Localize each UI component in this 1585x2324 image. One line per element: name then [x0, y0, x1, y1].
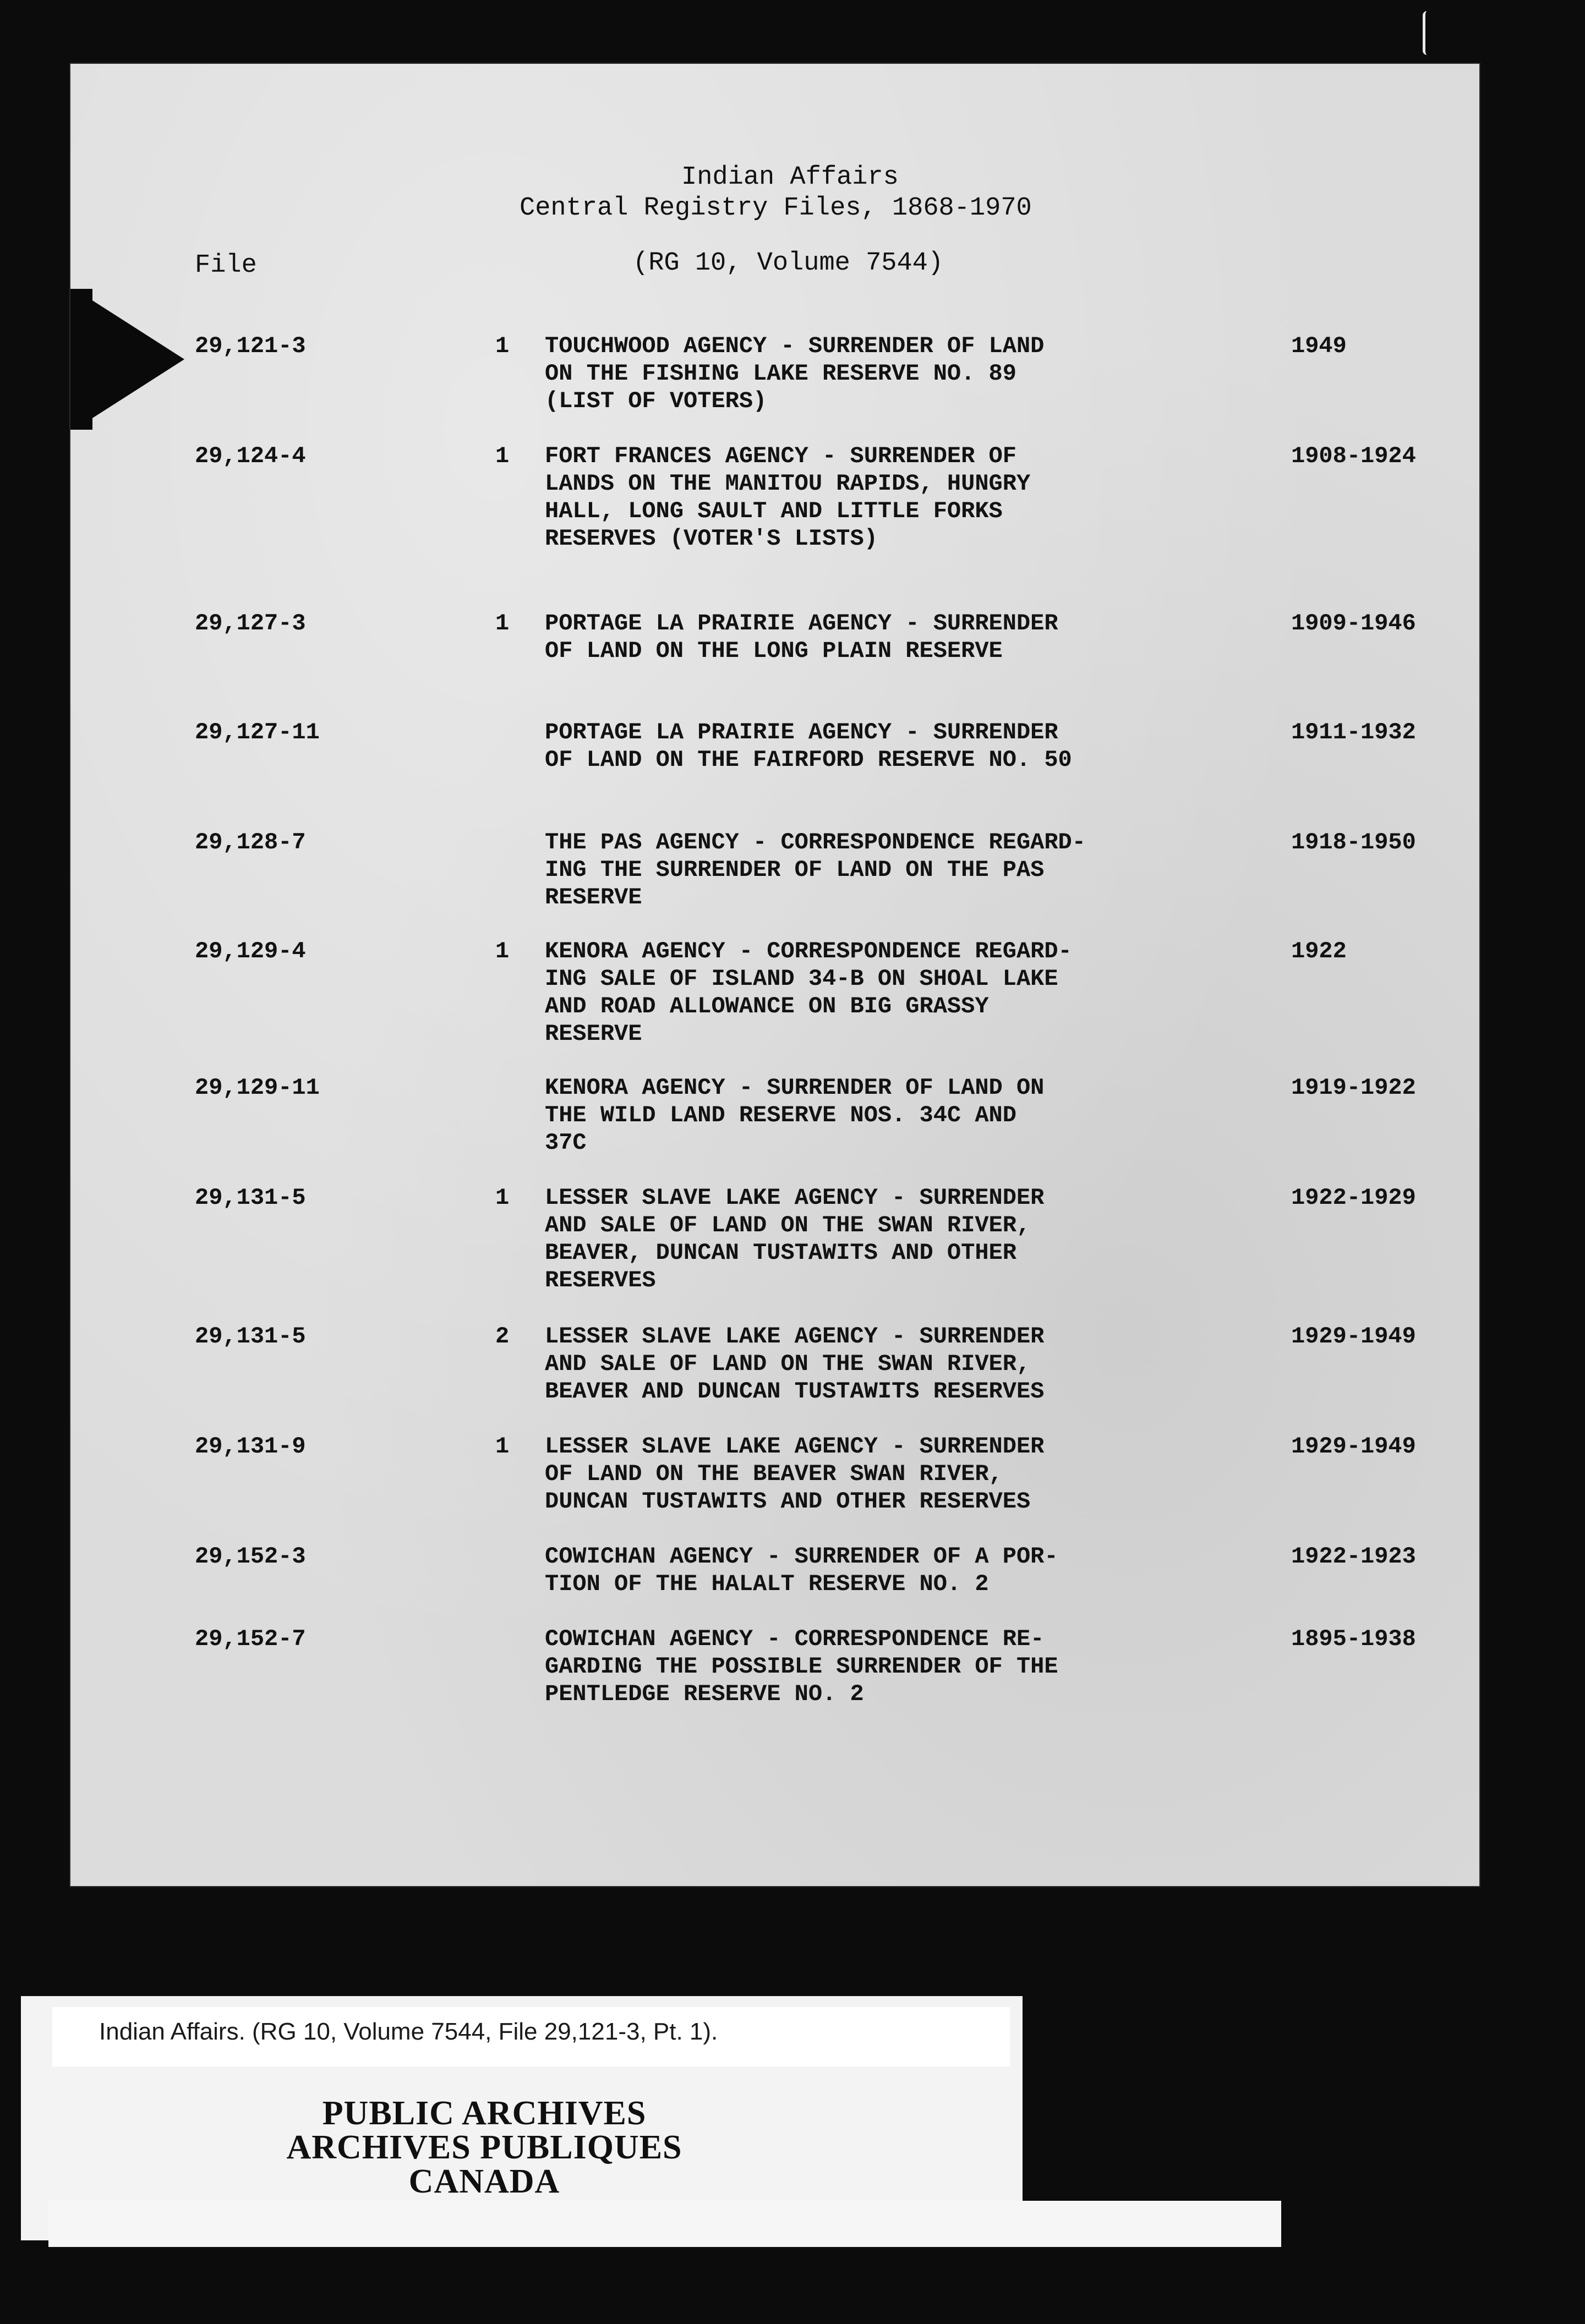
entry-description-line: KENORA AGENCY - SURRENDER OF LAND ON — [545, 1075, 1045, 1101]
file-entries-list — [70, 64, 1479, 1886]
entry-dates: 1922-1923 — [1291, 1543, 1416, 1570]
entry-description-line: PENTLEDGE RESERVE NO. 2 — [545, 1681, 864, 1707]
stamp-line-1: PUBLIC ARCHIVES — [322, 2095, 647, 2132]
entry-description-line: HALL, LONG SAULT AND LITTLE FORKS — [545, 498, 1003, 524]
entry-dates: 1911-1932 — [1291, 719, 1416, 746]
entry-dates: 1918-1950 — [1291, 829, 1416, 856]
archives-stamp — [259, 2096, 710, 2199]
entry-description — [545, 1543, 1058, 1598]
entry-file-number: 29,152-3 — [195, 1543, 306, 1570]
entry-description — [545, 332, 1044, 415]
entry-description-line: AND SALE OF LAND ON THE SWAN RIVER, — [545, 1212, 1031, 1238]
entry-description — [545, 1074, 1044, 1156]
entry-part-number: 1 — [495, 333, 510, 359]
document-title-line-2: Central Registry Files, 1868-1970 — [520, 194, 1032, 223]
entry-dates: 1949 — [1291, 333, 1347, 359]
film-edge-mark — [1423, 11, 1430, 55]
entry-description — [545, 1323, 1044, 1405]
entry-description — [545, 719, 1072, 774]
entry-description-line: OF LAND ON THE LONG PLAIN RESERVE — [545, 638, 1003, 664]
entry-description — [545, 1625, 1058, 1708]
document-title-line-1: Indian Affairs — [681, 163, 899, 192]
entry-description-line: ING SALE OF ISLAND 34-B ON SHOAL LAKE — [545, 966, 1058, 992]
entry-description-line: AND SALE OF LAND ON THE SWAN RIVER, — [545, 1351, 1031, 1377]
entry-description-line: 37C — [545, 1130, 587, 1156]
entry-description-line: FORT FRANCES AGENCY - SURRENDER OF — [545, 443, 1016, 469]
entry-dates: 1922-1929 — [1291, 1185, 1416, 1211]
entry-description-line: COWICHAN AGENCY - SURRENDER OF A POR- — [545, 1543, 1058, 1570]
entry-part-number: 2 — [495, 1323, 510, 1350]
entry-description-line: DUNCAN TUSTAWITS AND OTHER RESERVES — [545, 1488, 1031, 1515]
entry-part-number: 1 — [495, 610, 510, 637]
caption-text: Indian Affairs. (RG 10, Volume 7544, File 29,121-3, Pt. 1). — [99, 2018, 718, 2045]
entry-description-line: KENORA AGENCY - CORRESPONDENCE REGARD- — [545, 938, 1072, 964]
entry-file-number: 29,124-4 — [195, 443, 306, 469]
entry-file-number: 29,121-3 — [195, 333, 306, 359]
entry-file-number: 29,131-5 — [195, 1185, 306, 1211]
entry-description-line: (LIST OF VOTERS) — [545, 388, 767, 414]
entry-description-line: LESSER SLAVE LAKE AGENCY - SURRENDER — [545, 1185, 1045, 1211]
entry-description-line: BEAVER AND DUNCAN TUSTAWITS RESERVES — [545, 1378, 1045, 1405]
entry-description-line: ING THE SURRENDER OF LAND ON THE PAS — [545, 857, 1045, 883]
entry-description-line: ON THE FISHING LAKE RESERVE NO. 89 — [545, 360, 1016, 387]
entry-dates: 1929-1949 — [1291, 1433, 1416, 1460]
entry-dates: 1909-1946 — [1291, 610, 1416, 637]
entry-file-number: 29,129-11 — [195, 1075, 320, 1101]
entry-description-line: LESSER SLAVE LAKE AGENCY - SURRENDER — [545, 1433, 1045, 1460]
entry-description-line: OF LAND ON THE FAIRFORD RESERVE NO. 50 — [545, 747, 1072, 773]
entry-description — [545, 610, 1058, 665]
entry-description — [545, 829, 1086, 911]
bottom-label-strip — [48, 2201, 1281, 2247]
entry-file-number: 29,131-9 — [195, 1433, 306, 1460]
entry-file-number: 29,129-4 — [195, 938, 306, 964]
entry-dates: 1929-1949 — [1291, 1323, 1416, 1350]
entry-dates: 1895-1938 — [1291, 1626, 1416, 1652]
stamp-line-2: ARCHIVES PUBLIQUES — [286, 2129, 682, 2166]
entry-part-number: 1 — [495, 938, 510, 964]
entry-description-line: AND ROAD ALLOWANCE ON BIG GRASSY — [545, 993, 989, 1020]
entry-part-number: 1 — [495, 443, 510, 469]
entry-description — [545, 442, 1030, 552]
entry-description-line: RESERVE — [545, 1021, 642, 1047]
entry-description-line: PORTAGE LA PRAIRIE AGENCY - SURRENDER — [545, 719, 1058, 746]
document-page — [70, 64, 1479, 1886]
document-subtitle: (RG 10, Volume 7544) — [633, 249, 944, 278]
entry-description-line: LANDS ON THE MANITOU RAPIDS, HUNGRY — [545, 470, 1031, 497]
entry-description-line: RESERVE — [545, 884, 642, 911]
entry-description-line: RESERVES (VOTER'S LISTS) — [545, 525, 878, 552]
entry-description-line: BEAVER, DUNCAN TUSTAWITS AND OTHER — [545, 1240, 1016, 1266]
entry-file-number: 29,152-7 — [195, 1626, 306, 1652]
entry-file-number: 29,127-3 — [195, 610, 306, 637]
entry-description-line: LESSER SLAVE LAKE AGENCY - SURRENDER — [545, 1323, 1045, 1350]
entry-description — [545, 1184, 1044, 1294]
entry-description-line: GARDING THE POSSIBLE SURRENDER OF THE — [545, 1653, 1058, 1680]
entry-description-line: COWICHAN AGENCY - CORRESPONDENCE RE- — [545, 1626, 1045, 1652]
entry-part-number: 1 — [495, 1185, 510, 1211]
entry-description-line: THE WILD LAND RESERVE NOS. 34C AND — [545, 1102, 1016, 1128]
entry-description-line: OF LAND ON THE BEAVER SWAN RIVER, — [545, 1461, 1003, 1487]
entry-description-line: RESERVES — [545, 1267, 656, 1293]
pointer-arrow-icon — [74, 289, 184, 430]
entry-dates: 1908-1924 — [1291, 443, 1416, 469]
entry-file-number: 29,128-7 — [195, 829, 306, 856]
entry-description — [545, 1433, 1044, 1515]
file-column-label: File — [195, 251, 257, 280]
entry-description-line: TOUCHWOOD AGENCY - SURRENDER OF LAND — [545, 333, 1045, 359]
entry-description-line: THE PAS AGENCY - CORRESPONDENCE REGARD- — [545, 829, 1086, 856]
entry-file-number: 29,131-5 — [195, 1323, 306, 1350]
entry-description-line: TION OF THE HALALT RESERVE NO. 2 — [545, 1571, 989, 1597]
entry-file-number: 29,127-11 — [195, 719, 320, 746]
entry-description-line: PORTAGE LA PRAIRIE AGENCY - SURRENDER — [545, 610, 1058, 637]
entry-description — [545, 938, 1072, 1048]
entry-part-number: 1 — [495, 1433, 510, 1460]
stamp-line-3: CANADA — [408, 2163, 560, 2200]
entry-dates: 1919-1922 — [1291, 1075, 1416, 1101]
entry-dates: 1922 — [1291, 938, 1347, 964]
